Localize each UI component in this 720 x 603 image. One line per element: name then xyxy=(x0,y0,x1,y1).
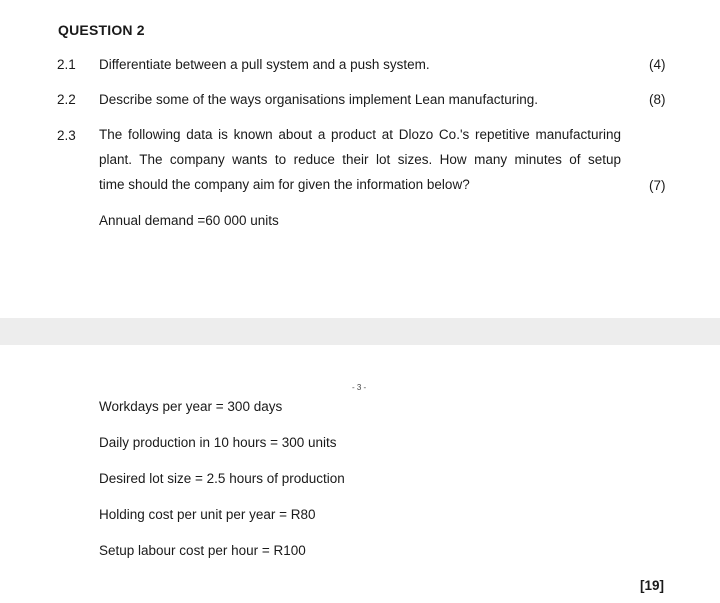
question-2-3-line-1: The following data is known about a product at Dlozo Co.'s repetitive manufacturing xyxy=(99,127,621,142)
data-daily-production: Daily production in 10 hours = 300 units xyxy=(99,435,337,450)
question-2-3-line-3: time should the company aim for given the information below? xyxy=(99,177,470,192)
question-number-2-2: 2.2 xyxy=(57,92,76,107)
question-number-2-1: 2.1 xyxy=(57,57,76,72)
question-marks-2-1: (4) xyxy=(649,57,666,72)
data-holding-cost: Holding cost per unit per year = R80 xyxy=(99,507,316,522)
question-marks-2-3: (7) xyxy=(649,178,666,193)
question-text-2-1: Differentiate between a pull system and a push system. xyxy=(99,57,430,72)
data-annual-demand: Annual demand =60 000 units xyxy=(99,213,279,228)
question-number-2-3: 2.3 xyxy=(57,128,76,143)
data-setup-labour-cost: Setup labour cost per hour = R100 xyxy=(99,543,306,558)
question-marks-2-2: (8) xyxy=(649,92,666,107)
question-heading: QUESTION 2 xyxy=(58,22,145,38)
page-number: - 3 - xyxy=(352,383,367,392)
page-break-gap xyxy=(0,318,720,345)
data-desired-lot-size: Desired lot size = 2.5 hours of production xyxy=(99,471,345,486)
total-marks: [19] xyxy=(640,578,665,593)
question-text-2-2: Describe some of the ways organisations implement Lean manufacturing. xyxy=(99,92,538,107)
question-2-3-line-2: plant. The company wants to reduce their lot sizes. How many minutes of setup xyxy=(99,152,621,167)
question-text-2-3 xyxy=(99,122,621,197)
data-workdays: Workdays per year = 300 days xyxy=(99,399,283,414)
